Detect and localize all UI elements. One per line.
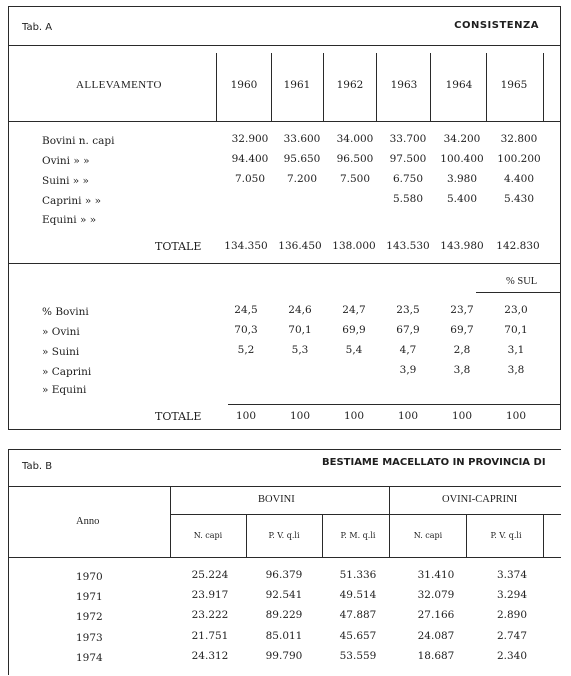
total-cell: 100: [451, 410, 473, 422]
year-cell: 1971: [76, 591, 103, 603]
table-cell: 2.890: [496, 609, 528, 621]
col-header: P. M. q.li: [340, 531, 376, 540]
table-cell: 24.312: [191, 650, 229, 662]
row-label: Bovini n. capi: [42, 135, 115, 147]
row-label: Caprini » »: [42, 195, 102, 207]
col-sep: [543, 514, 544, 557]
table-cell: 34.200: [443, 133, 481, 145]
table-cell: 85.011: [265, 630, 303, 642]
total-label: TOTALE: [155, 410, 202, 423]
table-cell: 18.687: [417, 650, 455, 662]
row-label: % Bovini: [42, 306, 89, 318]
table-cell: 23.222: [191, 609, 229, 621]
table-cell: 100.200: [497, 153, 541, 165]
table-cell: 23,0: [504, 304, 528, 316]
tab-b-top-border: [8, 449, 561, 450]
table-cell: 27.166: [417, 609, 455, 621]
tab-b-label: Tab. B: [22, 461, 53, 472]
tab-a-title: CONSISTENZA: [454, 20, 539, 31]
total-cell: 100: [505, 410, 527, 422]
table-cell: 5.580: [392, 193, 424, 205]
col-header: P. V. q.li: [490, 531, 522, 540]
table-cell: 53.559: [339, 650, 377, 662]
table-cell: 89.229: [265, 609, 303, 621]
total-cell: 134.350: [224, 240, 268, 252]
col-sep: [170, 486, 171, 557]
tab-a-section-divider: [8, 263, 561, 264]
col-sep: [322, 514, 323, 557]
table-cell: 69,7: [450, 324, 474, 336]
table-cell: 5,3: [291, 344, 309, 356]
total-cell: 142.830: [496, 240, 540, 252]
table-cell: 47.887: [339, 609, 377, 621]
tab-b-left-border: [8, 449, 9, 675]
year-cell: 1972: [76, 611, 103, 623]
row-label: » Caprini: [42, 366, 92, 378]
table-cell: 2.747: [496, 630, 528, 642]
table-cell: 3,8: [507, 364, 525, 376]
table-cell: 45.657: [339, 630, 377, 642]
table-cell: 6.750: [392, 173, 424, 185]
tab-a-bottom-border: [8, 429, 561, 430]
table-cell: 24,5: [234, 304, 258, 316]
year-header: 1964: [445, 79, 473, 91]
table-cell: 32.800: [500, 133, 538, 145]
table-cell: 97.500: [389, 153, 427, 165]
total-cell: 143.530: [386, 240, 430, 252]
row-label: Equini » »: [42, 214, 97, 226]
table-cell: 70,3: [234, 324, 258, 336]
table-cell: 33.600: [283, 133, 321, 145]
table-cell: 24,6: [288, 304, 312, 316]
table-cell: 94.400: [231, 153, 269, 165]
year-header: 1961: [283, 79, 311, 91]
tab-b-header-divider: [8, 486, 561, 487]
table-cell: 70,1: [288, 324, 312, 336]
tab-a-left-border: [8, 6, 9, 430]
table-cell: 23,5: [396, 304, 420, 316]
table-cell: 4.400: [503, 173, 535, 185]
col-sep: [389, 486, 390, 557]
year-header: 1963: [390, 79, 418, 91]
tab-a-right-border: [560, 6, 561, 430]
table-cell: 24.087: [417, 630, 455, 642]
table-cell: 3,9: [399, 364, 417, 376]
table-cell: 31.410: [417, 569, 455, 581]
table-cell: 69,9: [342, 324, 366, 336]
table-cell: 96.379: [265, 569, 303, 581]
total-cell: 100: [289, 410, 311, 422]
bovini-header: BOVINI: [258, 494, 295, 505]
table-cell: 95.650: [283, 153, 321, 165]
table-cell: 32.900: [231, 133, 269, 145]
total-cell: 138.000: [332, 240, 376, 252]
anno-header: Anno: [76, 516, 100, 527]
table-cell: 67,9: [396, 324, 420, 336]
table-cell: 7.500: [339, 173, 371, 185]
col-sep: [543, 53, 544, 121]
total-label: TOTALE: [155, 240, 202, 253]
tab-b-column-header-divider: [8, 557, 561, 558]
table-cell: 2,8: [453, 344, 471, 356]
table-cell: 5.400: [446, 193, 478, 205]
total-rule: [228, 404, 561, 405]
row-label: » Ovini: [42, 326, 80, 338]
table-cell: 25.224: [191, 569, 229, 581]
year-cell: 1974: [76, 652, 103, 664]
subheader-rule: [476, 292, 560, 293]
table-cell: 23,7: [450, 304, 474, 316]
col-sep: [466, 514, 467, 557]
percent-subheader: % SUL: [506, 276, 538, 287]
row-label: » Equini: [42, 384, 87, 396]
year-header: 1965: [500, 79, 528, 91]
tab-b-title: BESTIAME MACELLATO IN PROVINCIA DI: [322, 457, 546, 468]
total-cell: 100: [235, 410, 257, 422]
row-label: Ovini » »: [42, 155, 90, 167]
table-cell: 70,1: [504, 324, 528, 336]
table-cell: 96.500: [336, 153, 374, 165]
table-cell: 4,7: [399, 344, 417, 356]
table-cell: 49.514: [339, 589, 377, 601]
table-cell: 3.374: [496, 569, 528, 581]
table-cell: 5,4: [345, 344, 363, 356]
col-sep: [246, 514, 247, 557]
table-cell: 23.917: [191, 589, 229, 601]
total-cell: 100: [343, 410, 365, 422]
col-header: N. capi: [413, 531, 443, 540]
total-cell: 136.450: [278, 240, 322, 252]
table-cell: 3.980: [446, 173, 478, 185]
tab-a-column-header-divider: [8, 121, 561, 122]
table-cell: 32.079: [417, 589, 455, 601]
group-rule: [170, 514, 561, 515]
table-cell: 24,7: [342, 304, 366, 316]
table-cell: 51.336: [339, 569, 377, 581]
year-header: 1962: [336, 79, 364, 91]
allevamento-header: ALLEVAMENTO: [76, 79, 162, 91]
table-cell: 33.700: [389, 133, 427, 145]
table-cell: 5.430: [503, 193, 535, 205]
table-cell: 99.790: [265, 650, 303, 662]
row-label: Suini » »: [42, 175, 89, 187]
table-cell: 3,1: [507, 344, 525, 356]
year-header: 1960: [230, 79, 258, 91]
year-cell: 1973: [76, 632, 103, 644]
table-cell: 3,8: [453, 364, 471, 376]
tab-a-label: Tab. A: [22, 22, 53, 33]
table-cell: 7.050: [234, 173, 266, 185]
tab-a-header-divider: [8, 45, 561, 46]
table-cell: 2.340: [496, 650, 528, 662]
table-cell: 100.400: [440, 153, 484, 165]
table-cell: 7.200: [286, 173, 318, 185]
year-cell: 1970: [76, 571, 103, 583]
table-cell: 92.541: [265, 589, 303, 601]
table-cell: 3.294: [496, 589, 528, 601]
tab-a-top-border: [8, 6, 561, 7]
col-header: P. V. q.li: [268, 531, 300, 540]
table-cell: 5,2: [237, 344, 255, 356]
table-cell: 21.751: [191, 630, 229, 642]
total-cell: 143.980: [440, 240, 484, 252]
col-header: N. capi: [193, 531, 223, 540]
row-label: » Suini: [42, 346, 80, 358]
total-cell: 100: [397, 410, 419, 422]
table-cell: 34.000: [336, 133, 374, 145]
ovini-caprini-header: OVINI-CAPRINI: [442, 494, 518, 505]
